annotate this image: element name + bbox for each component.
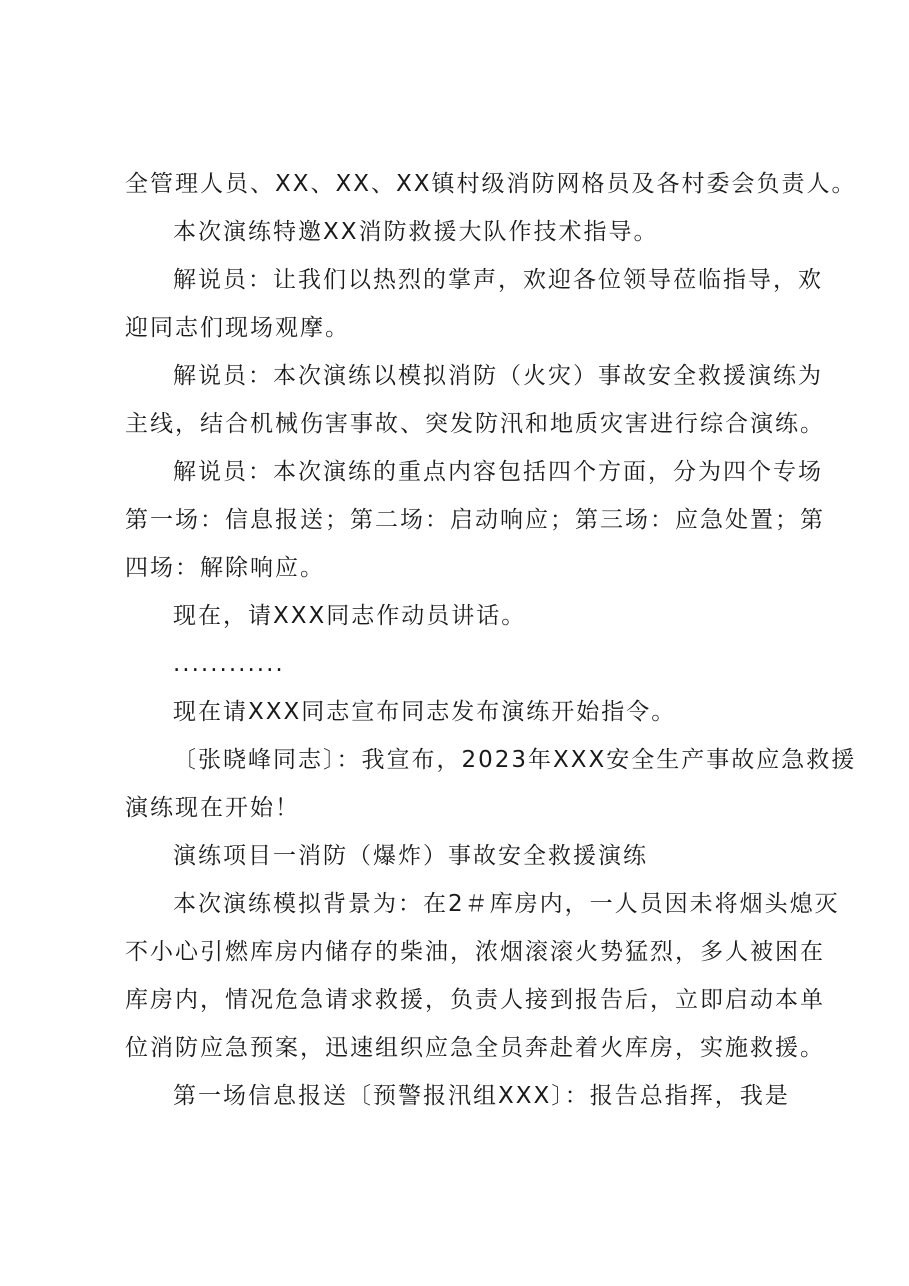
document-body <box>125 160 857 1120</box>
paragraph-line: 现在，请XXX同志作动员讲话。 <box>173 603 527 629</box>
paragraph-line: 本次演练模拟背景为：在2＃库房内，一人员因未将烟头熄灭 <box>173 891 840 917</box>
paragraph-line: 全管理人员、XX、XX、XX镇村级消防网格员及各村委会负责人。 <box>125 171 857 197</box>
paragraph-line: 迎同志们现场观摩。 <box>125 315 350 341</box>
paragraph-line: 现在请XXX同志宣布同志发布演练开始指令。 <box>173 699 677 725</box>
paragraph-line: 四场：解除响应。 <box>125 555 325 581</box>
section-heading: 演练项目一消防（爆炸）事故安全救援演练 <box>173 843 648 869</box>
ellipsis-line: ............ <box>173 651 285 677</box>
paragraph-line: 解说员：让我们以热烈的掌声，欢迎各位领导莅临指导，欢 <box>173 267 823 293</box>
paragraph-line: 第一场信息报送〔预警报汛组XXX〕：报告总指挥，我是 <box>173 1083 790 1109</box>
paragraph-line: 〔张晓峰同志〕：我宣布，2023年XXX安全生产事故应急救援 <box>173 747 857 773</box>
paragraph-line: 解说员：本次演练的重点内容包括四个方面，分为四个专场 <box>173 459 823 485</box>
paragraph-line: 库房内，情况危急请求救援，负责人接到报告后，立即启动本单 <box>125 987 825 1013</box>
paragraph-line: 位消防应急预案，迅速组织应急全员奔赴着火库房，实施救援。 <box>125 1035 825 1061</box>
paragraph-line: 不小心引燃库房内储存的柴油，浓烟滚滚火势猛烈，多人被困在 <box>125 939 825 965</box>
paragraph-line: 第一场：信息报送；第二场：启动响应；第三场：应急处置；第 <box>125 507 825 533</box>
paragraph-line: 演练现在开始！ <box>125 795 300 821</box>
paragraph-line: 本次演练特邀XX消防救援大队作技术指导。 <box>173 219 659 245</box>
paragraph-line: 解说员：本次演练以模拟消防（火灾）事故安全救援演练为 <box>173 363 823 389</box>
paragraph-line: 主线，结合机械伤害事故、突发防汛和地质灾害进行综合演练。 <box>125 411 825 437</box>
